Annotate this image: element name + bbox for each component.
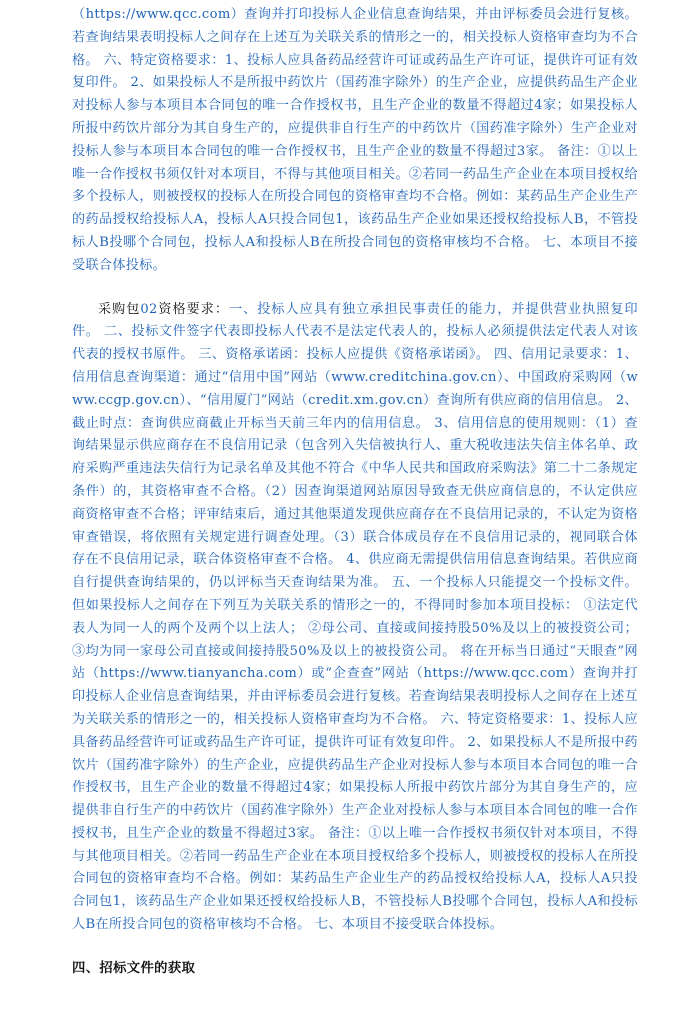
- package-02-lead-prefix: 采购包: [98, 301, 141, 317]
- package-02-number: 02: [140, 301, 158, 317]
- section-4-heading: 四、招标文件的获取: [72, 960, 196, 976]
- package-02-lead-suffix: 资格要求：: [157, 301, 230, 317]
- package-02-lead: [98, 302, 229, 317]
- package-02-body: 一、投标人应具有独立承担民事责任的能力，并提供营业执照复印件。 二、投标文件签字代表即投标人代表不是法定代表人的，投标人必须提供法定代表人对该代表的授权书原件。 三、资格承诺函：投标人应提供《资格承诺函》。 四、信用记录要求：1、信用信息查询渠道：通过“信用中国”网站（www.creditchina.gov.cn）、中国政府采购网（www.ccgp.gov.cn）、“信用厦门”网站（credit.xm.gov.cn）查询所有供应商的信用信息。 2、截止时点：查询供应商截止开标当天前三年内的信用信息。 3、信用信息的使用规则：（1）查询结果显示供应商存在不良信用记录（包含列入失信被执行人、重大税收违法失信主体名单、政府采购严重违法失信行为记录名单及其他不符合《中华人民共和国政府采购法》第二十二条规定条件）的，其资格审查不合格。（2）因查询渠道网站原因导致查无供应商信息的，不认定供应商资格审查不合格；评审结束后，通过其他渠道发现供应商存在不良信用记录的，不认定为资格审查错误，将依照有关规定进行调查处理。（3）联合体成员存在不良信用记录的，视同联合体存在不良信用记录，联合体资格审查不合格。 4、供应商无需提供信用信息查询结果。若供应商自行提供查询结果的，仍以评标当天查询结果为准。 五、一个投标人只能提交一个投标文件。但如果投标人之间存在下列互为关联关系的情形之一的，不得同时参加本项目投标： ①法定代表人为同一人的两个及两个以上法人； ②母公司、直接或间接持股50%及以上的被投资公司； ③均为同一家母公司直接或间接持股50%及以上的被投资公司。 将在开标当日通过“天眼查”网站（https://www.tianyancha.com）或“企查查”网站（https://www.qcc.com）查询并打印投标人企业信息查询结果，并由评标委员会进行复核。若查询结果表明投标人之间存在上述互为关联关系的情形之一的，相关投标人资格审查均为不合格。 六、特定资格要求：1、投标人应具备药品经营许可证或药品生产许可证，提供许可证有效复印件。 2、如果投标人不是所报中药饮片（国药准字除外）的生产企业，应提供药品生产企业对投标人参与本项目本合同包的唯一合作授权书，且生产企业的数量不得超过4家；如果投标人所报中药饮片部分为其自身生产的，应提供非自行生产的中药饮片（国药准字除外）生产企业对投标人参与本项目本合同包的唯一合作授权书，且生产企业的数量不得超过3家。 备注：①以上唯一合作授权书须仅针对本项目，不得与其他项目相关。②若同一药品生产企业在本项目授权给多个投标人，则被授权的投标人在所投合同包的资格审查均不合格。例如：某药品生产企业生产的药品授权给投标人A，投标人A只投合同包1，该药品生产企业如果还授权给投标人B，不管投标人B投哪个合同包，投标人A和投标人B在所投合同包的资格审核均不合格。 七、本项目不接受联合体投标。: [72, 301, 638, 933]
- paragraph-gap: [72, 278, 638, 299]
- package-01-requirements-continued: （https://www.qcc.com）查询并打印投标人企业信息查询结果，并由评标委员会进行复核。若查询结果表明投标人之间存在上述互为关联关系的情形之一的，相关投标人资格审查均为不合格。 六、特定资格要求：1、投标人应具备药品经营许可证或药品生产许可证，提供许可证有效复印件。 2、如果投标人不是所报中药饮片（国药准字除外）的生产企业，应提供药品生产企业对投标人参与本项目本合同包的唯一合作授权书，且生产企业的数量不得超过4家；如果投标人所报中药饮片部分为其自身生产的，应提供非自行生产的中药饮片（国药准字除外）生产企业对投标人参与本项目本合同包的唯一合作授权书，且生产企业的数量不得超过3家。 备注：①以上唯一合作授权书须仅针对本项目，不得与其他项目相关。②若同一药品生产企业在本项目授权给多个投标人，则被授权的投标人在所投合同包的资格审查均不合格。例如：某药品生产企业生产的药品授权给投标人A，投标人A只投合同包1，该药品生产企业如果还授权给投标人B，不管投标人B投哪个合同包，投标人A和投标人B在所投合同包的资格审核均不合格。 七、本项目不接受联合体投标。: [72, 7, 638, 273]
- package-02-requirements: [72, 299, 638, 937]
- document-page: [72, 4, 638, 980]
